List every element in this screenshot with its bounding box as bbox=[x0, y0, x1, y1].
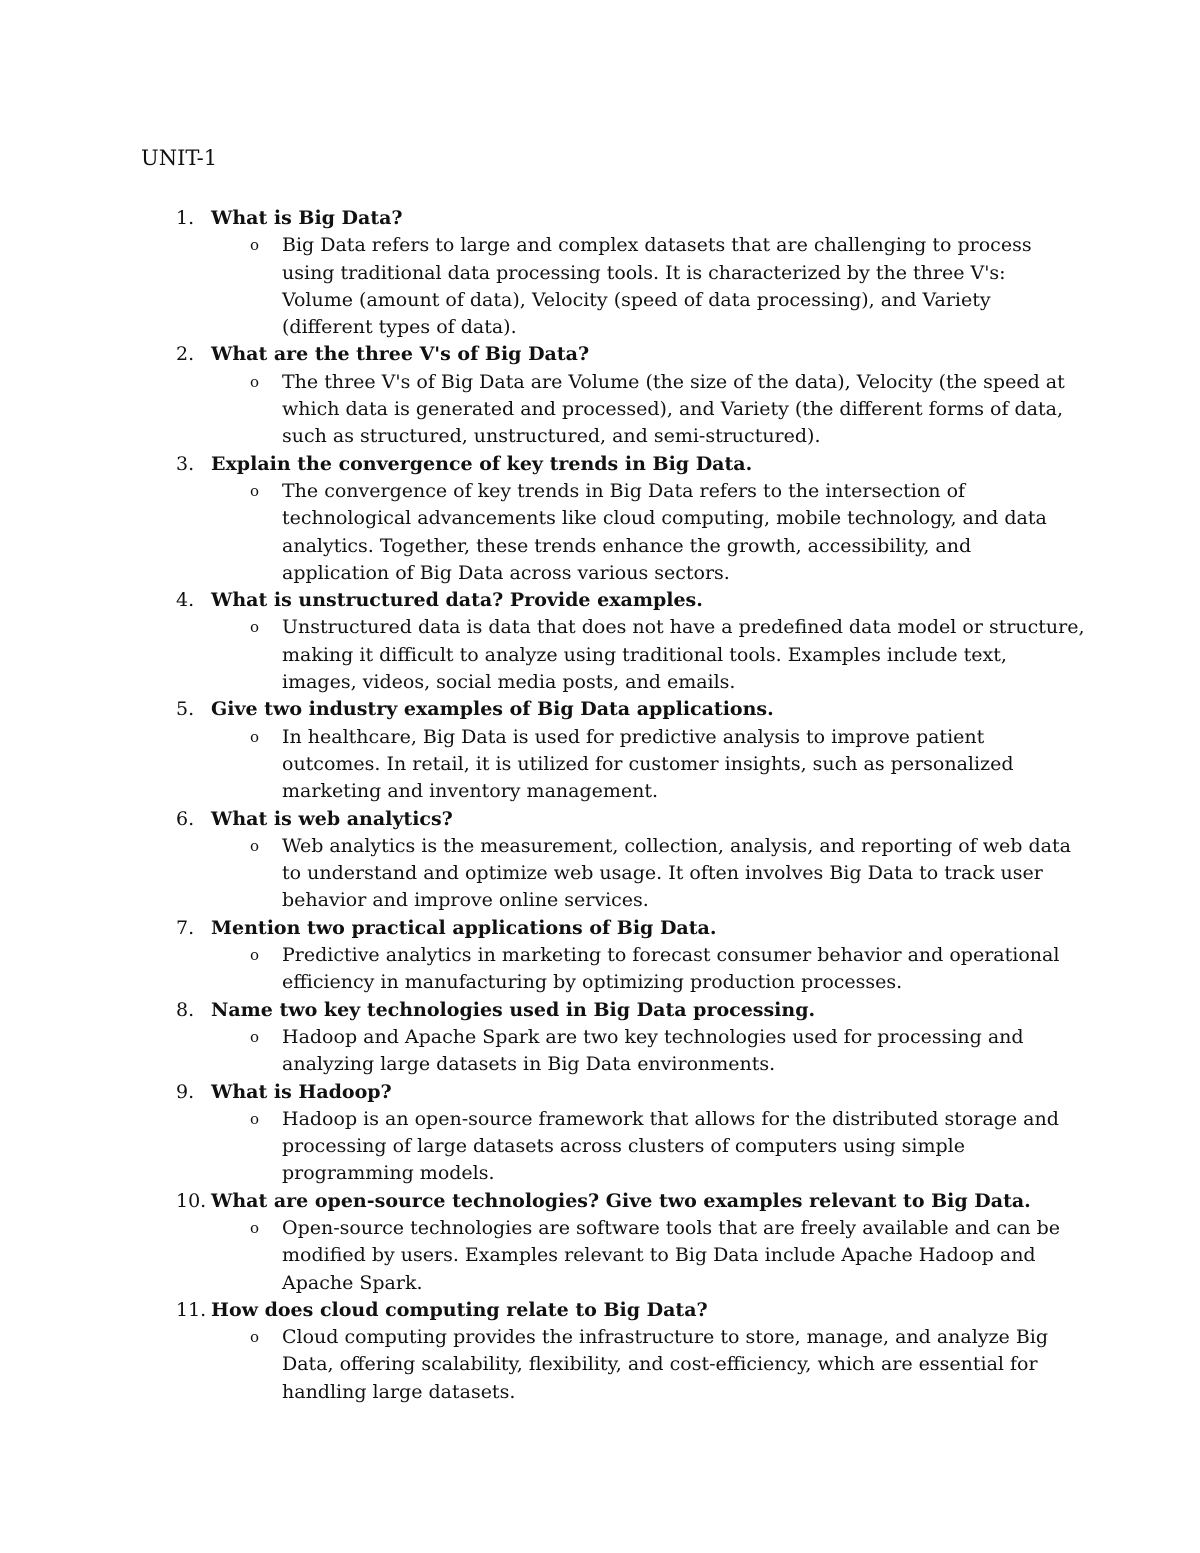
question-item bbox=[0, 587, 1200, 696]
answer-line: application of Big Data across various sectors. bbox=[282, 561, 730, 584]
question-text: What are open-source technologies? Give two examples relevant to Big Data. bbox=[211, 1189, 1031, 1212]
bullet-icon: o bbox=[250, 1109, 260, 1128]
answer-line: making it difficult to analyze using traditional tools. Examples include text, bbox=[282, 643, 1007, 666]
answer-text bbox=[282, 369, 1072, 451]
bullet-icon: o bbox=[250, 618, 260, 637]
answer-line: Big Data refers to large and complex datasets that are challenging to process bbox=[282, 234, 1032, 257]
answer-line: (different types of data). bbox=[282, 316, 517, 339]
question-text: Mention two practical applications of Big Data. bbox=[211, 916, 717, 939]
answer-text bbox=[282, 724, 1072, 806]
answer-line: efficiency in manufacturing by optimizing production processes. bbox=[282, 971, 903, 994]
answer-line: Unstructured data is data that does not have a predefined data model or structure, bbox=[282, 616, 1085, 639]
answer-line: Cloud computing provides the infrastructure to store, manage, and analyze Big bbox=[282, 1326, 1049, 1349]
bullet-icon: o bbox=[250, 1218, 260, 1237]
answer-line: The three V's of Big Data are Volume (the size of the data), Velocity (the speed at bbox=[282, 370, 1065, 393]
answer-line: using traditional data processing tools. It is characterized by the three V's: bbox=[282, 261, 1006, 284]
answer-line: In healthcare, Big Data is used for predictive analysis to improve patient bbox=[282, 725, 985, 748]
question-row bbox=[0, 1188, 1200, 1215]
question-item bbox=[0, 915, 1200, 997]
question-number: 2. bbox=[176, 343, 195, 366]
answer-row bbox=[0, 833, 1200, 915]
answer-row bbox=[0, 369, 1200, 451]
question-text: What is Hadoop? bbox=[211, 1080, 392, 1103]
answer-row bbox=[0, 1215, 1200, 1297]
answer-line: Open-source technologies are software tools that are freely available and can be bbox=[282, 1216, 1061, 1239]
question-number: 11. bbox=[176, 1298, 207, 1321]
answer-line: analytics. Together, these trends enhance the growth, accessibility, and bbox=[282, 534, 972, 557]
question-item bbox=[0, 451, 1200, 587]
answer-text bbox=[282, 942, 1072, 997]
question-number: 8. bbox=[176, 998, 195, 1021]
answer-text bbox=[282, 1106, 1072, 1188]
answer-line: Web analytics is the measurement, collection, analysis, and reporting of web data bbox=[282, 834, 1071, 857]
answer-line: outcomes. In retail, it is utilized for customer insights, such as personalized bbox=[282, 752, 1014, 775]
question-text: What is web analytics? bbox=[211, 807, 453, 830]
question-row bbox=[0, 205, 1200, 232]
answer-line: images, videos, social media posts, and emails. bbox=[282, 671, 736, 694]
answer-text bbox=[282, 1215, 1072, 1297]
answer-line: Apache Spark. bbox=[282, 1271, 423, 1294]
answer-row bbox=[0, 1106, 1200, 1188]
answer-row bbox=[0, 942, 1200, 997]
question-row bbox=[0, 696, 1200, 723]
answer-line: behavior and improve online services. bbox=[282, 889, 649, 912]
answer-line: modified by users. Examples relevant to Big Data include Apache Hadoop and bbox=[282, 1244, 1036, 1267]
question-number: 9. bbox=[176, 1080, 195, 1103]
answer-line: handling large datasets. bbox=[282, 1380, 516, 1403]
bullet-icon: o bbox=[250, 481, 260, 500]
answer-line: Hadoop and Apache Spark are two key technologies used for processing and bbox=[282, 1025, 1024, 1048]
question-row bbox=[0, 587, 1200, 614]
question-number: 1. bbox=[176, 207, 195, 229]
question-row bbox=[0, 997, 1200, 1024]
question-text: What is unstructured data? Provide examples. bbox=[211, 589, 703, 612]
answer-text bbox=[282, 1024, 1072, 1079]
question-list bbox=[0, 205, 1200, 1406]
question-row bbox=[0, 341, 1200, 368]
question-number: 5. bbox=[176, 698, 195, 721]
question-item bbox=[0, 806, 1200, 915]
question-text: Explain the convergence of key trends in Big Data. bbox=[211, 452, 753, 475]
answer-line: technological advancements like cloud computing, mobile technology, and data bbox=[282, 507, 1047, 530]
answer-line: marketing and inventory management. bbox=[282, 780, 659, 803]
question-item bbox=[0, 696, 1200, 805]
answer-line: Hadoop is an open-source framework that allows for the distributed storage and bbox=[282, 1107, 1059, 1130]
answer-row bbox=[0, 1324, 1200, 1406]
bullet-icon: o bbox=[250, 372, 260, 391]
question-item bbox=[0, 1297, 1200, 1406]
question-text: Give two industry examples of Big Data applications. bbox=[211, 698, 774, 721]
answer-line: which data is generated and processed), and Variety (the different forms of data, bbox=[282, 398, 1064, 421]
question-text: How does cloud computing relate to Big Data? bbox=[211, 1298, 708, 1321]
answer-line: The convergence of key trends in Big Data refers to the intersection of bbox=[282, 479, 966, 502]
question-item bbox=[0, 1079, 1200, 1188]
bullet-icon: o bbox=[250, 1328, 260, 1347]
question-item bbox=[0, 205, 1200, 341]
question-number: 4. bbox=[176, 589, 195, 612]
answer-line: to understand and optimize web usage. It often involves Big Data to track user bbox=[282, 862, 1043, 885]
answer-row bbox=[0, 614, 1200, 696]
answer-row bbox=[0, 478, 1200, 587]
answer-text bbox=[282, 614, 1085, 696]
answer-row bbox=[0, 1024, 1200, 1079]
answer-line: processing of large datasets across clusters of computers using simple bbox=[282, 1135, 965, 1158]
question-item bbox=[0, 997, 1200, 1079]
bullet-icon: o bbox=[250, 1027, 260, 1046]
answer-line: Data, offering scalability, flexibility, and cost-efficiency, which are essential for bbox=[282, 1353, 1038, 1376]
page-title: UNIT-1 bbox=[141, 146, 218, 170]
answer-line: Volume (amount of data), Velocity (speed of data processing), and Variety bbox=[282, 288, 991, 311]
answer-row bbox=[0, 232, 1200, 341]
question-number: 3. bbox=[176, 452, 195, 475]
bullet-icon: o bbox=[250, 836, 260, 855]
answer-line: analyzing large datasets in Big Data environments. bbox=[282, 1053, 776, 1076]
bullet-icon: o bbox=[250, 236, 260, 255]
question-row bbox=[0, 1079, 1200, 1106]
question-text: What is Big Data? bbox=[211, 207, 403, 229]
answer-text bbox=[282, 1324, 1072, 1406]
bullet-icon: o bbox=[250, 727, 260, 746]
question-row bbox=[0, 451, 1200, 478]
question-item bbox=[0, 1188, 1200, 1297]
answer-text bbox=[282, 833, 1072, 915]
answer-row bbox=[0, 724, 1200, 806]
question-row bbox=[0, 1297, 1200, 1324]
answer-line: such as structured, unstructured, and semi-structured). bbox=[282, 425, 821, 448]
question-item bbox=[0, 341, 1200, 450]
question-number: 7. bbox=[176, 916, 195, 939]
answer-text bbox=[282, 478, 1072, 587]
question-number: 6. bbox=[176, 807, 195, 830]
question-text: Name two key technologies used in Big Data processing. bbox=[211, 998, 816, 1021]
answer-text bbox=[282, 232, 1072, 341]
question-row bbox=[0, 915, 1200, 942]
answer-line: programming models. bbox=[282, 1162, 495, 1185]
question-row bbox=[0, 806, 1200, 833]
question-text: What are the three V's of Big Data? bbox=[211, 343, 590, 366]
bullet-icon: o bbox=[250, 946, 260, 965]
answer-line: Predictive analytics in marketing to forecast consumer behavior and operational bbox=[282, 944, 1060, 967]
question-number: 10. bbox=[176, 1189, 207, 1212]
